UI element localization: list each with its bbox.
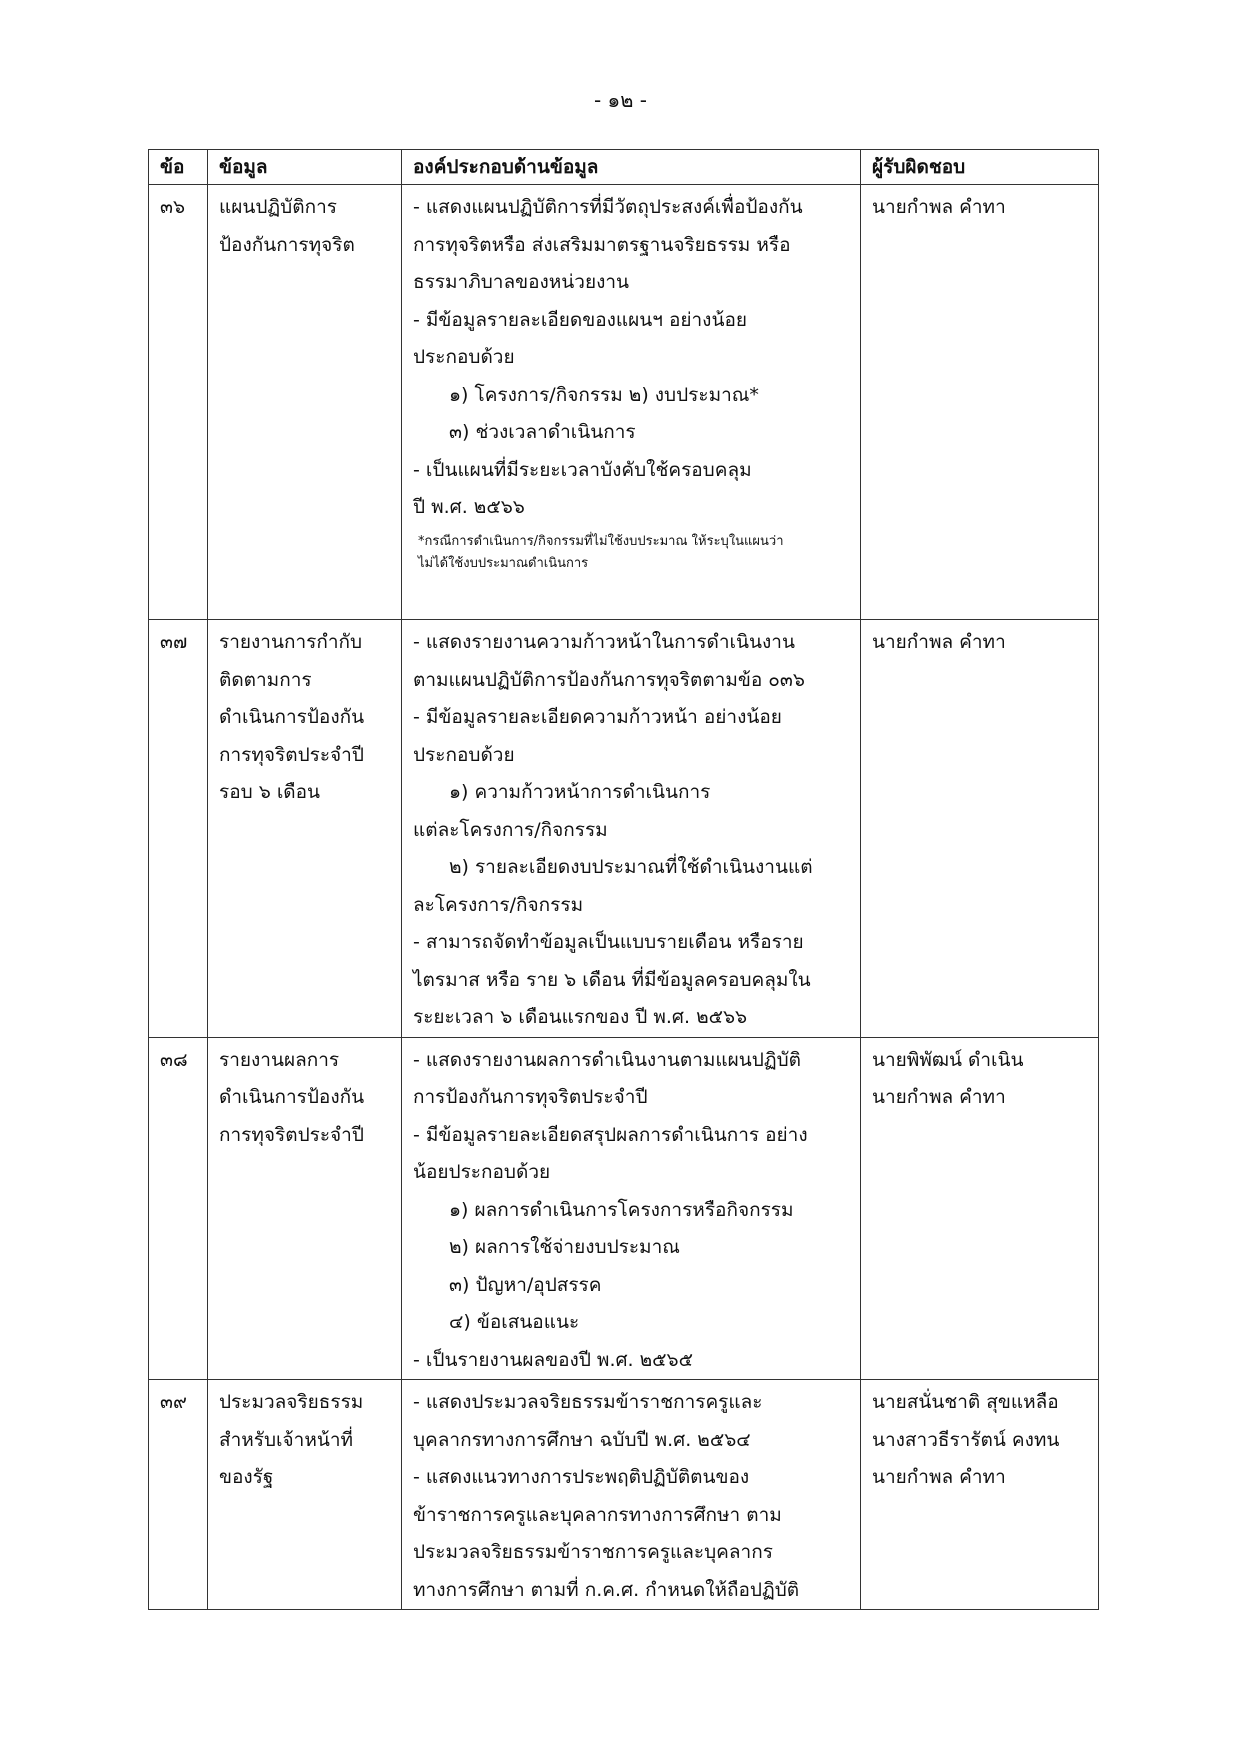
row-number (149, 1037, 208, 1380)
row-details (402, 1037, 861, 1380)
detail-line: - แสดงรายงานความก้าวหน้าในการดำเนินงาน (413, 631, 795, 653)
table-row (149, 185, 1099, 620)
topic-line: รอบ ๖ เดือน (219, 781, 321, 803)
detail-line: ประมวลจริยธรรมข้าราชการครูและบุคลากร (413, 1541, 773, 1563)
responsible-name: นายกำพล คำทา (872, 1086, 1006, 1108)
detail-line: ๑) ความก้าวหน้าการดำเนินการ (449, 781, 711, 803)
detail-line: - มีข้อมูลรายละเอียดความก้าวหน้า อย่างน้อย (413, 706, 782, 728)
detail-line: ๔) ข้อเสนอแนะ (449, 1311, 580, 1333)
detail-line: ๑) ผลการดำเนินการโครงการหรือกิจกรรม (449, 1198, 794, 1221)
header-topic: ข้อมูล (208, 150, 402, 185)
detail-line: ปี พ.ศ. ๒๕๖๖ (413, 496, 525, 518)
detail-line: การทุจริตหรือ ส่งเสริมมาตรฐานจริยธรรม หรือ (413, 233, 791, 256)
table-header-row (149, 150, 1099, 185)
table-row (149, 1037, 1099, 1380)
table-row (149, 620, 1099, 1038)
responsible-name: นายสนั่นชาติ สุขแหลือ (872, 1391, 1059, 1413)
row-details (402, 620, 861, 1038)
topic-line: รายงานการกำกับ (219, 631, 363, 653)
topic-line: ประมวลจริยธรรม (219, 1391, 364, 1413)
row-responsible (861, 185, 1099, 620)
responsible-name: นางสาวธีรารัตน์ คงทน (872, 1428, 1060, 1451)
row-number (149, 1380, 208, 1610)
topic-line: การทุจริตประจำปี (219, 743, 364, 766)
row-number-text: ๓๘ (160, 1048, 188, 1071)
topic-line: ของรัฐ (219, 1466, 274, 1488)
topic-line: แผนปฏิบัติการ (219, 196, 337, 218)
header-details: องค์ประกอบด้านข้อมูล (402, 150, 861, 185)
responsible-name: นายกำพล คำทา (872, 1466, 1006, 1488)
detail-line: ไตรมาส หรือ ราย ๖ เดือน ที่มีข้อมูลครอบคลุมใน (413, 968, 811, 991)
detail-line: ๓) ช่วงเวลาดำเนินการ (449, 421, 636, 443)
detail-line: ข้าราชการครูและบุคลากรทางการศึกษา ตาม (413, 1503, 782, 1526)
detail-line: ธรรมาภิบาลของหน่วยงาน (413, 271, 630, 293)
row-topic (208, 1380, 402, 1610)
detail-line: - แสดงแนวทางการประพฤติปฏิบัติตนของ (413, 1466, 750, 1488)
detail-line: - เป็นแผนที่มีระยะเวลาบังคับใช้ครอบคลุม (413, 458, 752, 481)
detail-line: ๒) ผลการใช้จ่ายงบประมาณ (449, 1236, 680, 1258)
topic-line: สำหรับเจ้าหน้าที่ (219, 1428, 354, 1451)
detail-line: ทางการศึกษา ตามที่ ก.ค.ศ. กำหนดให้ถือปฏิบัติ (413, 1578, 800, 1601)
header-responsible: ผู้รับผิดชอบ (861, 150, 1099, 185)
detail-line: ๒) รายละเอียดงบประมาณที่ใช้ดำเนินงานแต่ (449, 856, 813, 878)
footnote-line: ไม่ได้ใช้งบประมาณดำเนินการ (418, 555, 589, 571)
row-number-text: ๓๗ (160, 631, 188, 653)
detail-line: ประกอบด้วย (413, 743, 515, 766)
detail-line: ตามแผนปฏิบัติการป้องกันการทุจริตตามข้อ ๐๓๖ (413, 668, 805, 691)
footnote-line: *กรณีการดำเนินการ/กิจกรรมที่ไม่ใช้งบประมาณ ให้ระบุในแผนว่า (418, 533, 784, 549)
row-topic (208, 1037, 402, 1380)
row-topic (208, 620, 402, 1038)
page-number: - ๑๒ - (593, 88, 648, 112)
detail-line: น้อยประกอบด้วย (413, 1161, 551, 1183)
detail-line: - มีข้อมูลรายละเอียดสรุปผลการดำเนินการ อย่าง (413, 1123, 808, 1146)
detail-line: การป้องกันการทุจริตประจำปี (413, 1086, 648, 1108)
detail-line: ระยะเวลา ๖ เดือนแรกของ ปี พ.ศ. ๒๕๖๖ (413, 1006, 748, 1028)
detail-line: ๓) ปัญหา/อุปสรรค (449, 1273, 602, 1296)
header-no: ข้อ (149, 150, 208, 185)
row-number-text: ๓๖ (160, 196, 186, 218)
detail-line: - เป็นรายงานผลของปี พ.ศ. ๒๕๖๕ (413, 1348, 693, 1371)
detail-line: - แสดงแผนปฏิบัติการที่มีวัตถุประสงค์เพื่อป้องกัน (413, 196, 803, 218)
row-responsible (861, 1037, 1099, 1380)
detail-line: - สามารถจัดทำข้อมูลเป็นแบบรายเดือน หรือราย (413, 931, 804, 953)
detail-line: - แสดงรายงานผลการดำเนินงานตามแผนปฏิบัติ (413, 1048, 801, 1071)
row-number-text: ๓๙ (160, 1391, 187, 1413)
detail-line: แต่ละโครงการ/กิจกรรม (413, 818, 608, 841)
detail-line: ละโครงการ/กิจกรรม (413, 893, 584, 916)
table-row (149, 1380, 1099, 1610)
row-topic (208, 185, 402, 620)
detail-line: บุคลากรทางการศึกษา ฉบับปี พ.ศ. ๒๕๖๔ (413, 1428, 751, 1451)
row-responsible (861, 620, 1099, 1038)
data-table (148, 149, 1099, 1610)
row-details (402, 185, 861, 620)
row-responsible (861, 1380, 1099, 1610)
responsible-name: นายพิพัฒน์ ดำเนิน (872, 1048, 1024, 1071)
topic-line: ติดตามการ (219, 668, 312, 691)
row-details (402, 1380, 861, 1610)
row-number (149, 185, 208, 620)
detail-line: ๑) โครงการ/กิจกรรม ๒) งบประมาณ* (449, 383, 759, 406)
topic-line: รายงานผลการ (219, 1048, 340, 1071)
topic-line: การทุจริตประจำปี (219, 1123, 364, 1146)
detail-line: - แสดงประมวลจริยธรรมข้าราชการครูและ (413, 1391, 763, 1413)
row-number (149, 620, 208, 1038)
detail-line: - มีข้อมูลรายละเอียดของแผนฯ อย่างน้อย (413, 308, 747, 331)
topic-line: ดำเนินการป้องกัน (219, 706, 365, 728)
responsible-name: นายกำพล คำทา (872, 631, 1006, 653)
responsible-name: นายกำพล คำทา (872, 196, 1006, 218)
topic-line: ป้องกันการทุจริต (219, 233, 355, 256)
detail-line: ประกอบด้วย (413, 346, 515, 368)
topic-line: ดำเนินการป้องกัน (219, 1086, 365, 1108)
